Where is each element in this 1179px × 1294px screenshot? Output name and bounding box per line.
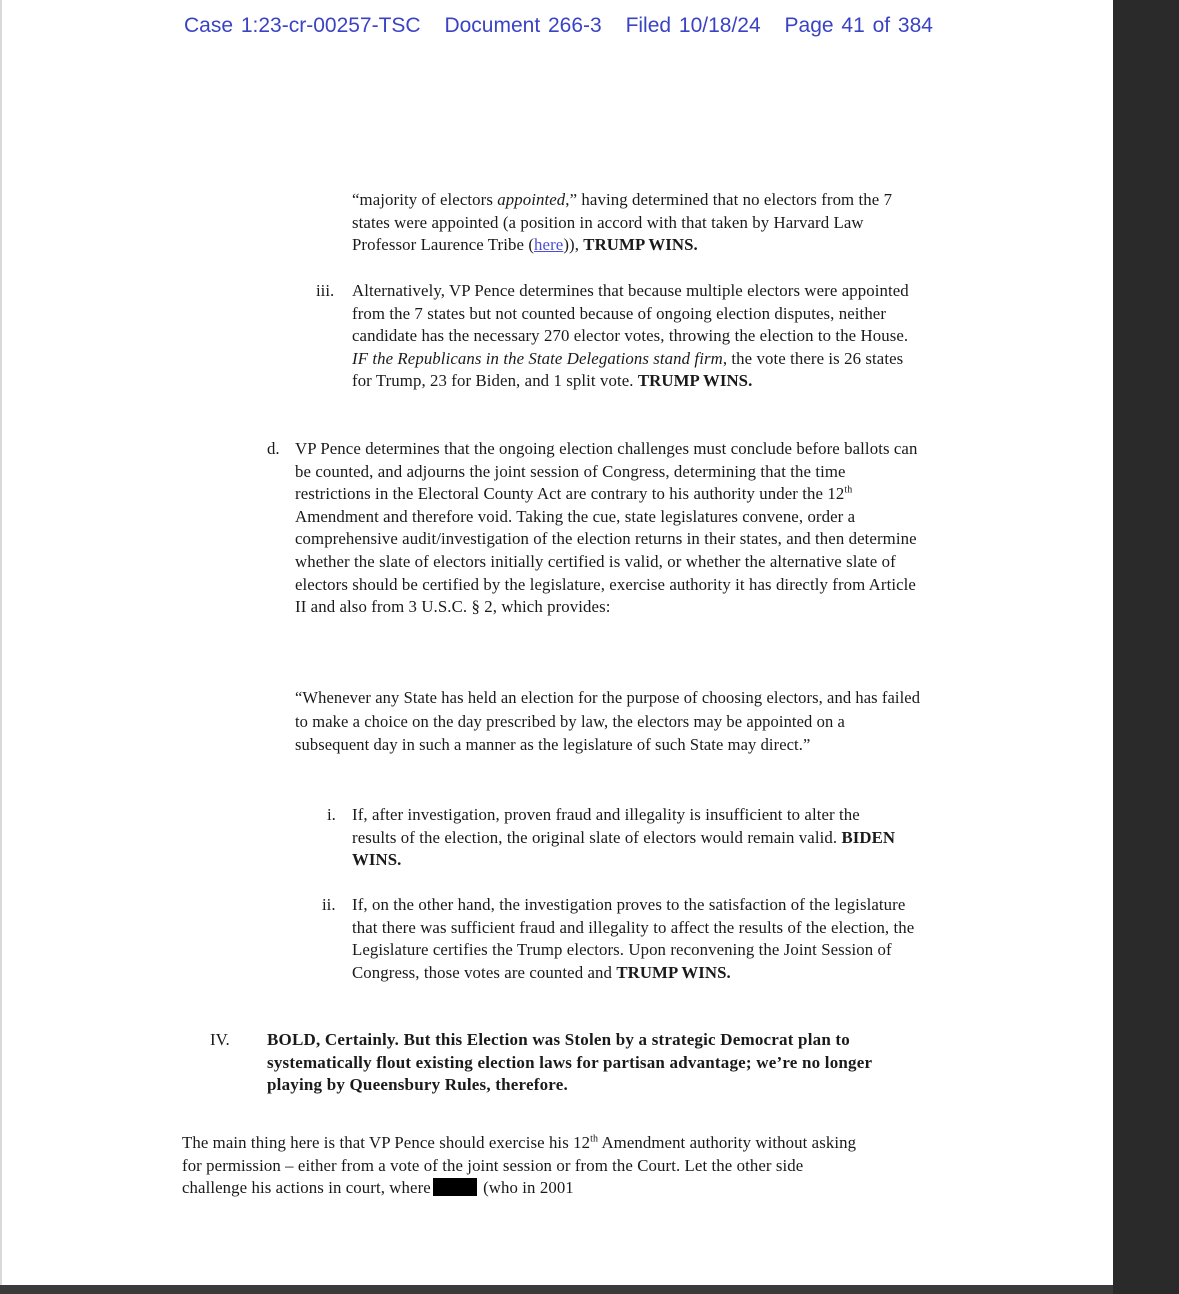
- continuation-paragraph: “majority of electors appointed,” having determined that no electors from the 7 states were appointed (a position in accord with that taken by Harvard Law Professor Laurence Tribe (here)), TRUMP WINS.: [352, 190, 893, 255]
- list-marker-ii: ii.: [322, 895, 336, 914]
- filing-header: [2, 14, 1115, 38]
- viewer-background-bottom: [0, 1285, 1113, 1294]
- list-marker-d: d.: [267, 439, 280, 458]
- statute-quote: “Whenever any State has held an election for the purpose of choosing electors, and has failed to make a choice on the day prescribed by law, the electors may be appointed on a subsequent day in such a manner as the legislature of such State may direct.”: [295, 688, 921, 754]
- list-marker-i: i.: [327, 805, 336, 824]
- filed-date: Filed 10/18/24: [625, 14, 761, 37]
- item-d-paragraph: VP Pence determines that the ongoing election challenges must conclude before ballots can be counted, and adjourns the joint session of Congress, determining that the time restrictions in the Electoral County Act are contrary to his authority under the 12th Amendment and therefore void. Taking the cue, state legislatures convene, order a comprehensive audit/investigation of the election returns in their states, and then determine whether the slate of electors initially certified is valid, or whether the alternative slate of electors should be certified by the legislature, exercise authority it has directly from Article II and also from 3 U.S.C. § 2, which provides:: [295, 439, 918, 617]
- list-marker-iii: iii.: [316, 281, 335, 300]
- closing-paragraph: The main thing here is that VP Pence should exercise his 12th Amendment authority without asking for permission – either from a vote of the joint session or from the Court. Let the other side challenge his actions in court, where (who in 2001: [182, 1133, 857, 1198]
- item-i-paragraph: If, after investigation, proven fraud and illegality is insufficient to alter the results of the election, the original slate of electors would remain valid. BIDEN WINS.: [352, 805, 896, 870]
- viewer-background-right: [1113, 0, 1179, 1294]
- redaction-block: [433, 1178, 477, 1196]
- item-ii-paragraph: If, on the other hand, the investigation proves to the satisfaction of the legislature that there was sufficient fraud and illegality to affect the results of the election, the Legislature certifies the Trump electors. Upon reconvening the Joint Session of Congress, those votes are counted and TRUMP WINS.: [352, 895, 915, 982]
- section-iv-heading: BOLD, Certainly. But this Election was Stolen by a strategic Democrat plan to systematically flout existing election laws for partisan advantage; we’re no longer playing by Queensbury Rules, therefore.: [267, 1030, 872, 1095]
- section-marker-iv: IV.: [210, 1030, 230, 1049]
- document-number: Document 266-3: [444, 14, 602, 37]
- here-link[interactable]: here: [534, 235, 564, 255]
- case-number: Case 1:23-cr-00257-TSC: [184, 14, 421, 37]
- page-number: Page 41 of 384: [784, 14, 933, 37]
- item-iii-paragraph: Alternatively, VP Pence determines that because multiple electors were appointed from the 7 states but not counted because of ongoing election disputes, neither candidate has the necessary 270 elector votes, throwing the election to the House. IF the Republicans in the State Delegations stand firm, the vote there is 26 states for Trump, 23 for Biden, and 1 split vote. TRUMP WINS.: [352, 281, 909, 391]
